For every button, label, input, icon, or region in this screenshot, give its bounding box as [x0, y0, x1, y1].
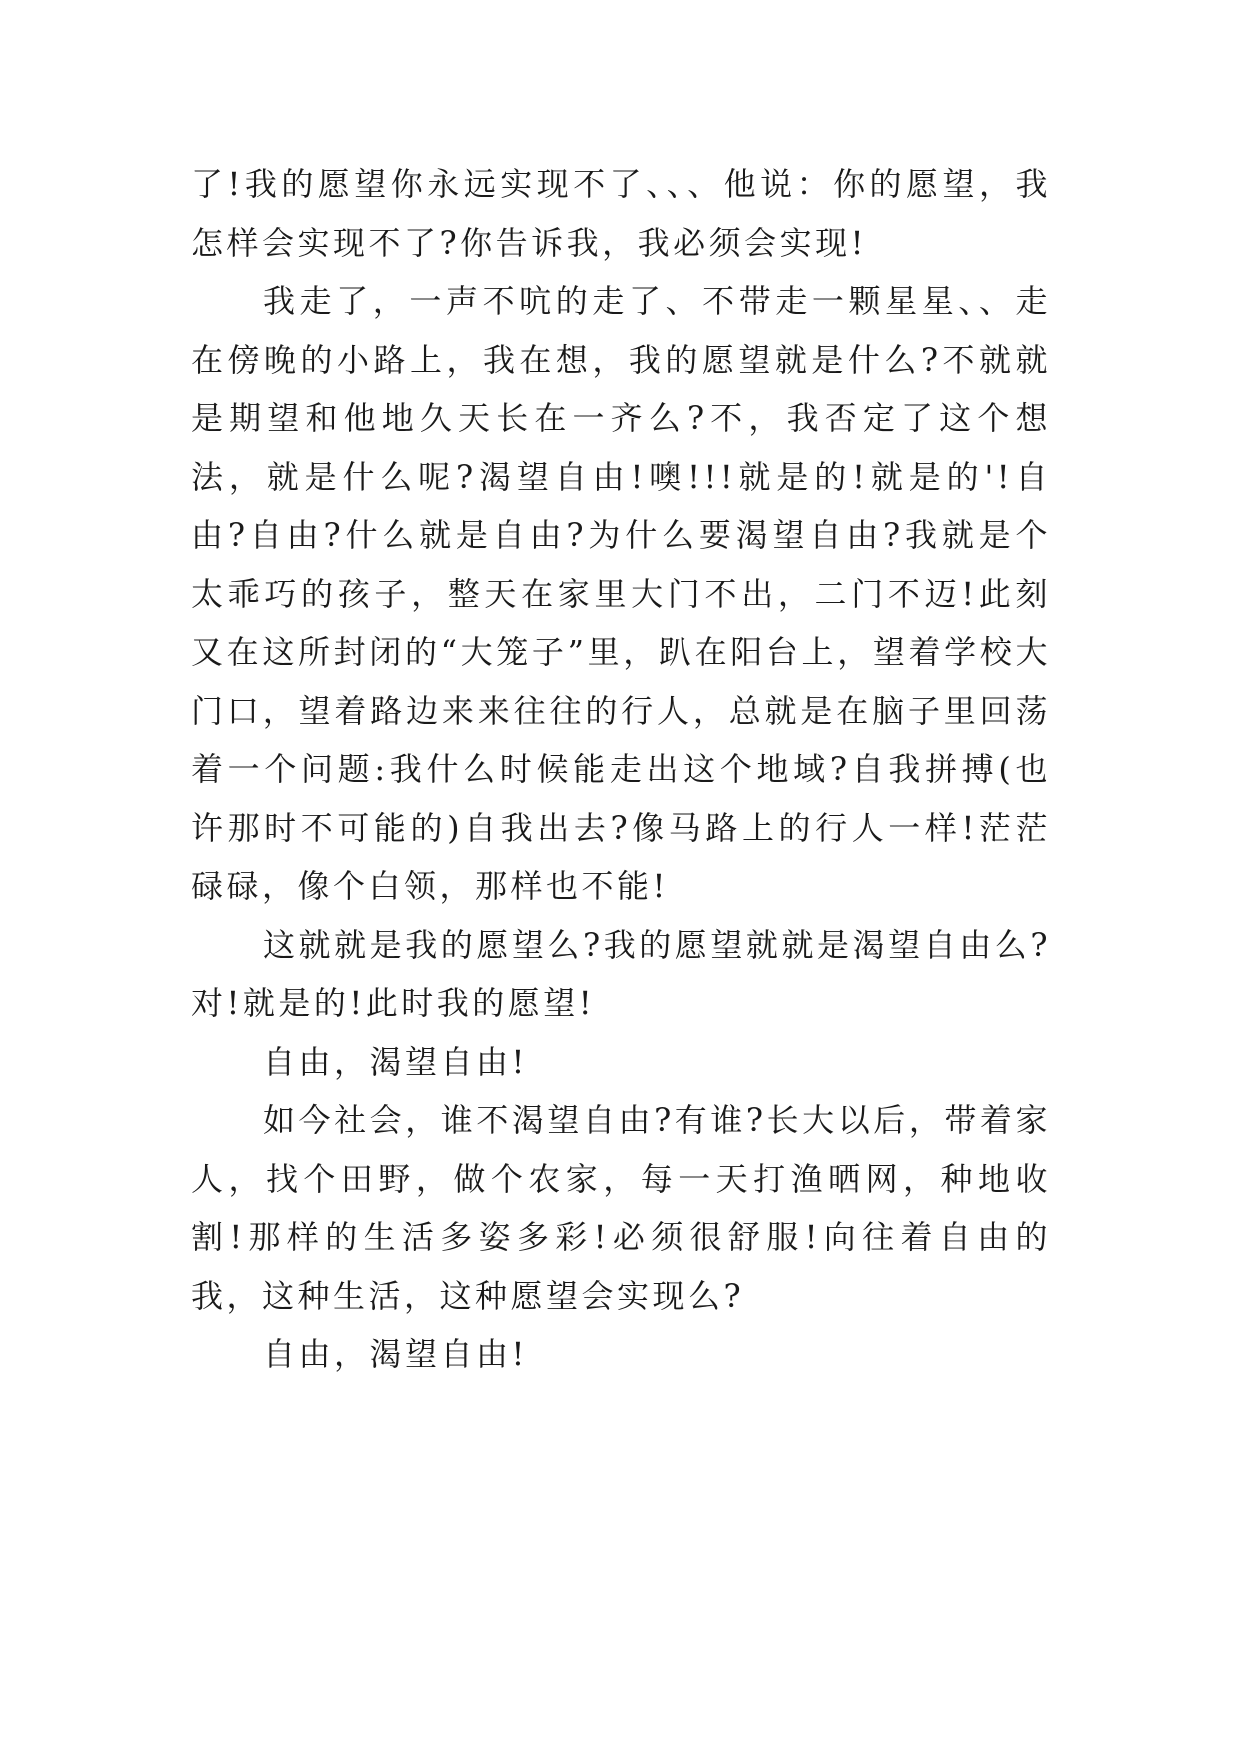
paragraph: 如今社会，谁不渴望自由?有谁?长大以后，带着家人，找个田野，做个农家，每一天打渔晒网，种地收割!那样的生活多姿多彩!必须很舒服!向往着自由的我，这种生活，这种愿望会实现么? [191, 1101, 1051, 1315]
paragraph: 自由，渴望自由! [263, 1042, 528, 1081]
paragraph: 我走了，一声不吭的走了、不带走一颗星星、、走在傍晚的小路上，我在想，我的愿望就是什么?不就就是期望和他地久天长在一齐么?不，我否定了这个想法，就是什么呢?渴望自由!噢!!!就是的!就是的'!自由?自由?什么就是自由?为什么要渴望自由?我就是个太乖巧的孩子，整天在家里大门不出，二门不迈!此刻又在这所封闭的“大笼子”里，趴在阳台上，望着学校大门口，望着路边来来往往的行人，总就是在脑子里回荡着一个问题:我什么时候能走出这个地域?自我拼搏(也许那时不可能的)自我出去?像马路上的行人一样!茫茫碌碌，像个白领，那样也不能! [191, 282, 1051, 905]
document-body [191, 155, 1051, 1384]
paragraph: 这就就是我的愿望么?我的愿望就就是渴望自由么?对!就是的!此时我的愿望! [191, 925, 1051, 1022]
paragraph: 了!我的愿望你永远实现不了、、、他说：你的愿望，我怎样会实现不了?你告诉我，我必须会实现! [191, 165, 1051, 262]
paragraph: 自由，渴望自由! [263, 1335, 528, 1373]
